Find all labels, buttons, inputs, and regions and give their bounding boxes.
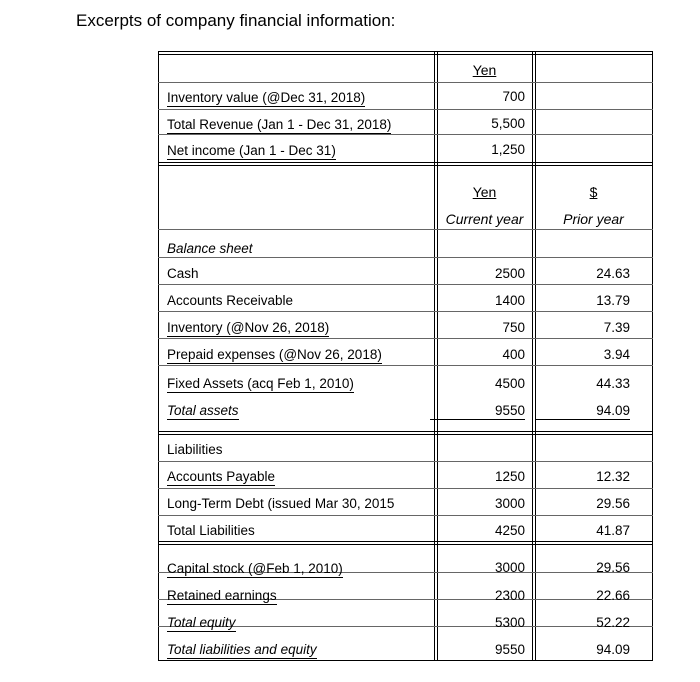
- row-label: Inventory (@Nov 26, 2018): [167, 320, 330, 335]
- row-value-prior: 3.94: [603, 347, 630, 362]
- row-value-prior: 29.56: [596, 496, 630, 511]
- page-heading: Excerpts of company financial information:: [76, 11, 396, 30]
- grid-line: [158, 82, 653, 83]
- row-label: Capital stock (@Feb 1, 2010): [167, 561, 343, 576]
- row-value: 5,500: [491, 116, 525, 131]
- row-label: Retained earnings: [167, 588, 277, 603]
- row-value-prior: 22.66: [596, 588, 630, 603]
- total-liabilities-equity-prior: 94.09: [596, 642, 630, 657]
- total-liabilities-label: Total Liabilities: [167, 523, 255, 538]
- row-value-current: 1250: [494, 469, 525, 484]
- grid-line: [158, 134, 653, 135]
- total-liabilities-prior: 41.87: [596, 523, 630, 538]
- row-value-current: 3000: [494, 560, 525, 575]
- prior-currency-header: $: [589, 184, 598, 200]
- row-value-current: 400: [502, 347, 525, 362]
- grid-line: [158, 162, 653, 163]
- grid-line: [158, 365, 653, 366]
- grid-line: [158, 461, 653, 462]
- financial-table: [158, 51, 653, 661]
- grid-line: [158, 109, 653, 110]
- row-value-current: 3000: [494, 496, 525, 511]
- grid-line: [158, 515, 653, 516]
- total-assets-label: Total assets: [167, 403, 239, 418]
- row-value: 1,250: [491, 142, 525, 157]
- row-value: 700: [502, 89, 525, 104]
- grid-line: [158, 431, 653, 432]
- grid-line: [158, 51, 653, 52]
- top-currency-header: Yen: [472, 62, 497, 78]
- grid-line: [158, 284, 653, 285]
- row-value-prior: 7.39: [603, 320, 630, 335]
- grid-line: [158, 311, 653, 312]
- row-label: Total Revenue (Jan 1 - Dec 31, 2018): [167, 117, 392, 132]
- row-label: Prepaid expenses (@Nov 26, 2018): [167, 347, 382, 362]
- grid-line: [158, 54, 653, 55]
- grid-line: [158, 660, 653, 661]
- row-label: Accounts Receivable: [167, 293, 294, 308]
- grid-line: [532, 51, 533, 661]
- row-value-current: 750: [502, 320, 525, 335]
- grid-line: [158, 544, 653, 545]
- current-currency-header: Yen: [472, 184, 497, 200]
- grid-line: [158, 338, 653, 339]
- grid-line: [158, 434, 653, 435]
- total-equity-prior: 52.22: [596, 615, 630, 630]
- grid-line: [158, 488, 653, 489]
- row-label: Net income (Jan 1 - Dec 31): [167, 143, 336, 158]
- row-label: Inventory value (@Dec 31, 2018): [167, 90, 366, 105]
- current-year-header: Current year: [445, 211, 524, 227]
- total-liabilities-current: 4250: [494, 523, 525, 538]
- grid-line: [158, 541, 653, 542]
- row-value-prior: 12.32: [596, 469, 630, 484]
- row-label: Accounts Payable: [167, 469, 276, 484]
- row-value-current: 4500: [494, 376, 525, 391]
- balance-sheet-title: Balance sheet: [167, 241, 253, 256]
- grid-line: [158, 51, 159, 661]
- row-value-current: 1400: [494, 293, 525, 308]
- prior-year-header: Prior year: [563, 211, 624, 227]
- row-label: Fixed Assets (acq Feb 1, 2010): [167, 376, 354, 391]
- row-label: Cash: [167, 266, 199, 281]
- row-value-prior: 13.79: [596, 293, 630, 308]
- row-value-prior: 24.63: [596, 266, 630, 281]
- total-equity-label: Total equity: [167, 615, 236, 630]
- total-assets-current: 9550: [430, 403, 525, 420]
- total-liabilities-equity-current: 9550: [494, 642, 525, 657]
- total-assets-prior: 94.09: [535, 403, 630, 420]
- row-value-prior: 44.33: [596, 376, 630, 391]
- row-value-current: 2500: [494, 266, 525, 281]
- grid-line: [158, 229, 653, 230]
- total-equity-current: 5300: [494, 615, 525, 630]
- total-liabilities-equity-label: Total liabilities and equity: [167, 642, 317, 657]
- grid-line: [158, 257, 653, 258]
- liabilities-title: Liabilities: [167, 442, 223, 457]
- row-value-current: 2300: [494, 588, 525, 603]
- row-value-prior: 29.56: [596, 560, 630, 575]
- row-label: Long-Term Debt (issued Mar 30, 2015: [167, 496, 395, 511]
- grid-line: [158, 165, 653, 166]
- grid-line: [652, 51, 653, 661]
